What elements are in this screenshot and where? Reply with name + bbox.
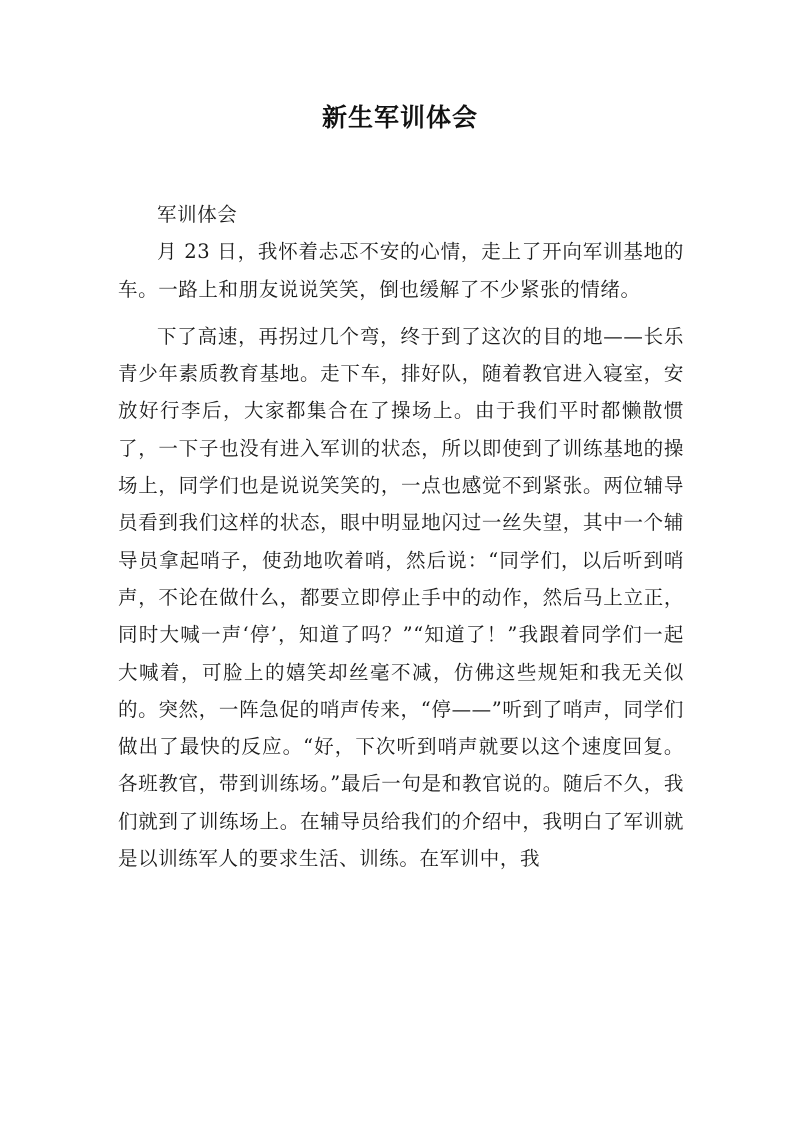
paragraph-heading: 军训体会 [157, 203, 238, 226]
document-title: 新生军训体会 [321, 103, 478, 132]
paragraph-arrival: 月 23 日，我怀着忐忑不安的心情，走上了开向军训基地的车。一路上和朋友说说笑笑，倒也缓解了不少紧张的情绪。 [118, 240, 684, 301]
document-body [118, 196, 684, 877]
paragraph-training-base: 下了高速，再拐过几个弯，终于到了这次的目的地——长乐青少年素质教育基地。走下车，排好队，随着教官进入寝室，安放好行李后，大家都集合在了操场上。由于我们平时都懒散惯了，一下子也没有进入军训的状态，所以即使到了训练基地的操场上，同学们也是说说笑笑的，一点也感觉不到紧张。两位辅导员看到我们这样的状态，眼中明显地闪过一丝失望，其中一个辅导员拿起哨子，使劲地吹着哨，然后说：“同学们，以后听到哨声，不论在做什么，都要立即停止手中的动作，然后马上立正，同时大喊一声‘停’，知道了吗？”“知道了！”我跟着同学们一起大喊着，可脸上的嬉笑却丝毫不减，仿佛这些规矩和我无关似的。突然，一阵急促的哨声传来，“停——”听到了哨声，同学们做出了最快的反应。“好，下次听到哨声就要以这个速度回复。各班教官，带到训练场。”最后一句是和教官说的。随后不久，我们就到了训练场上。在辅导员给我们的介绍中，我明白了军训就是以训练军人的要求生活、训练。在军训中，我 [118, 324, 684, 871]
